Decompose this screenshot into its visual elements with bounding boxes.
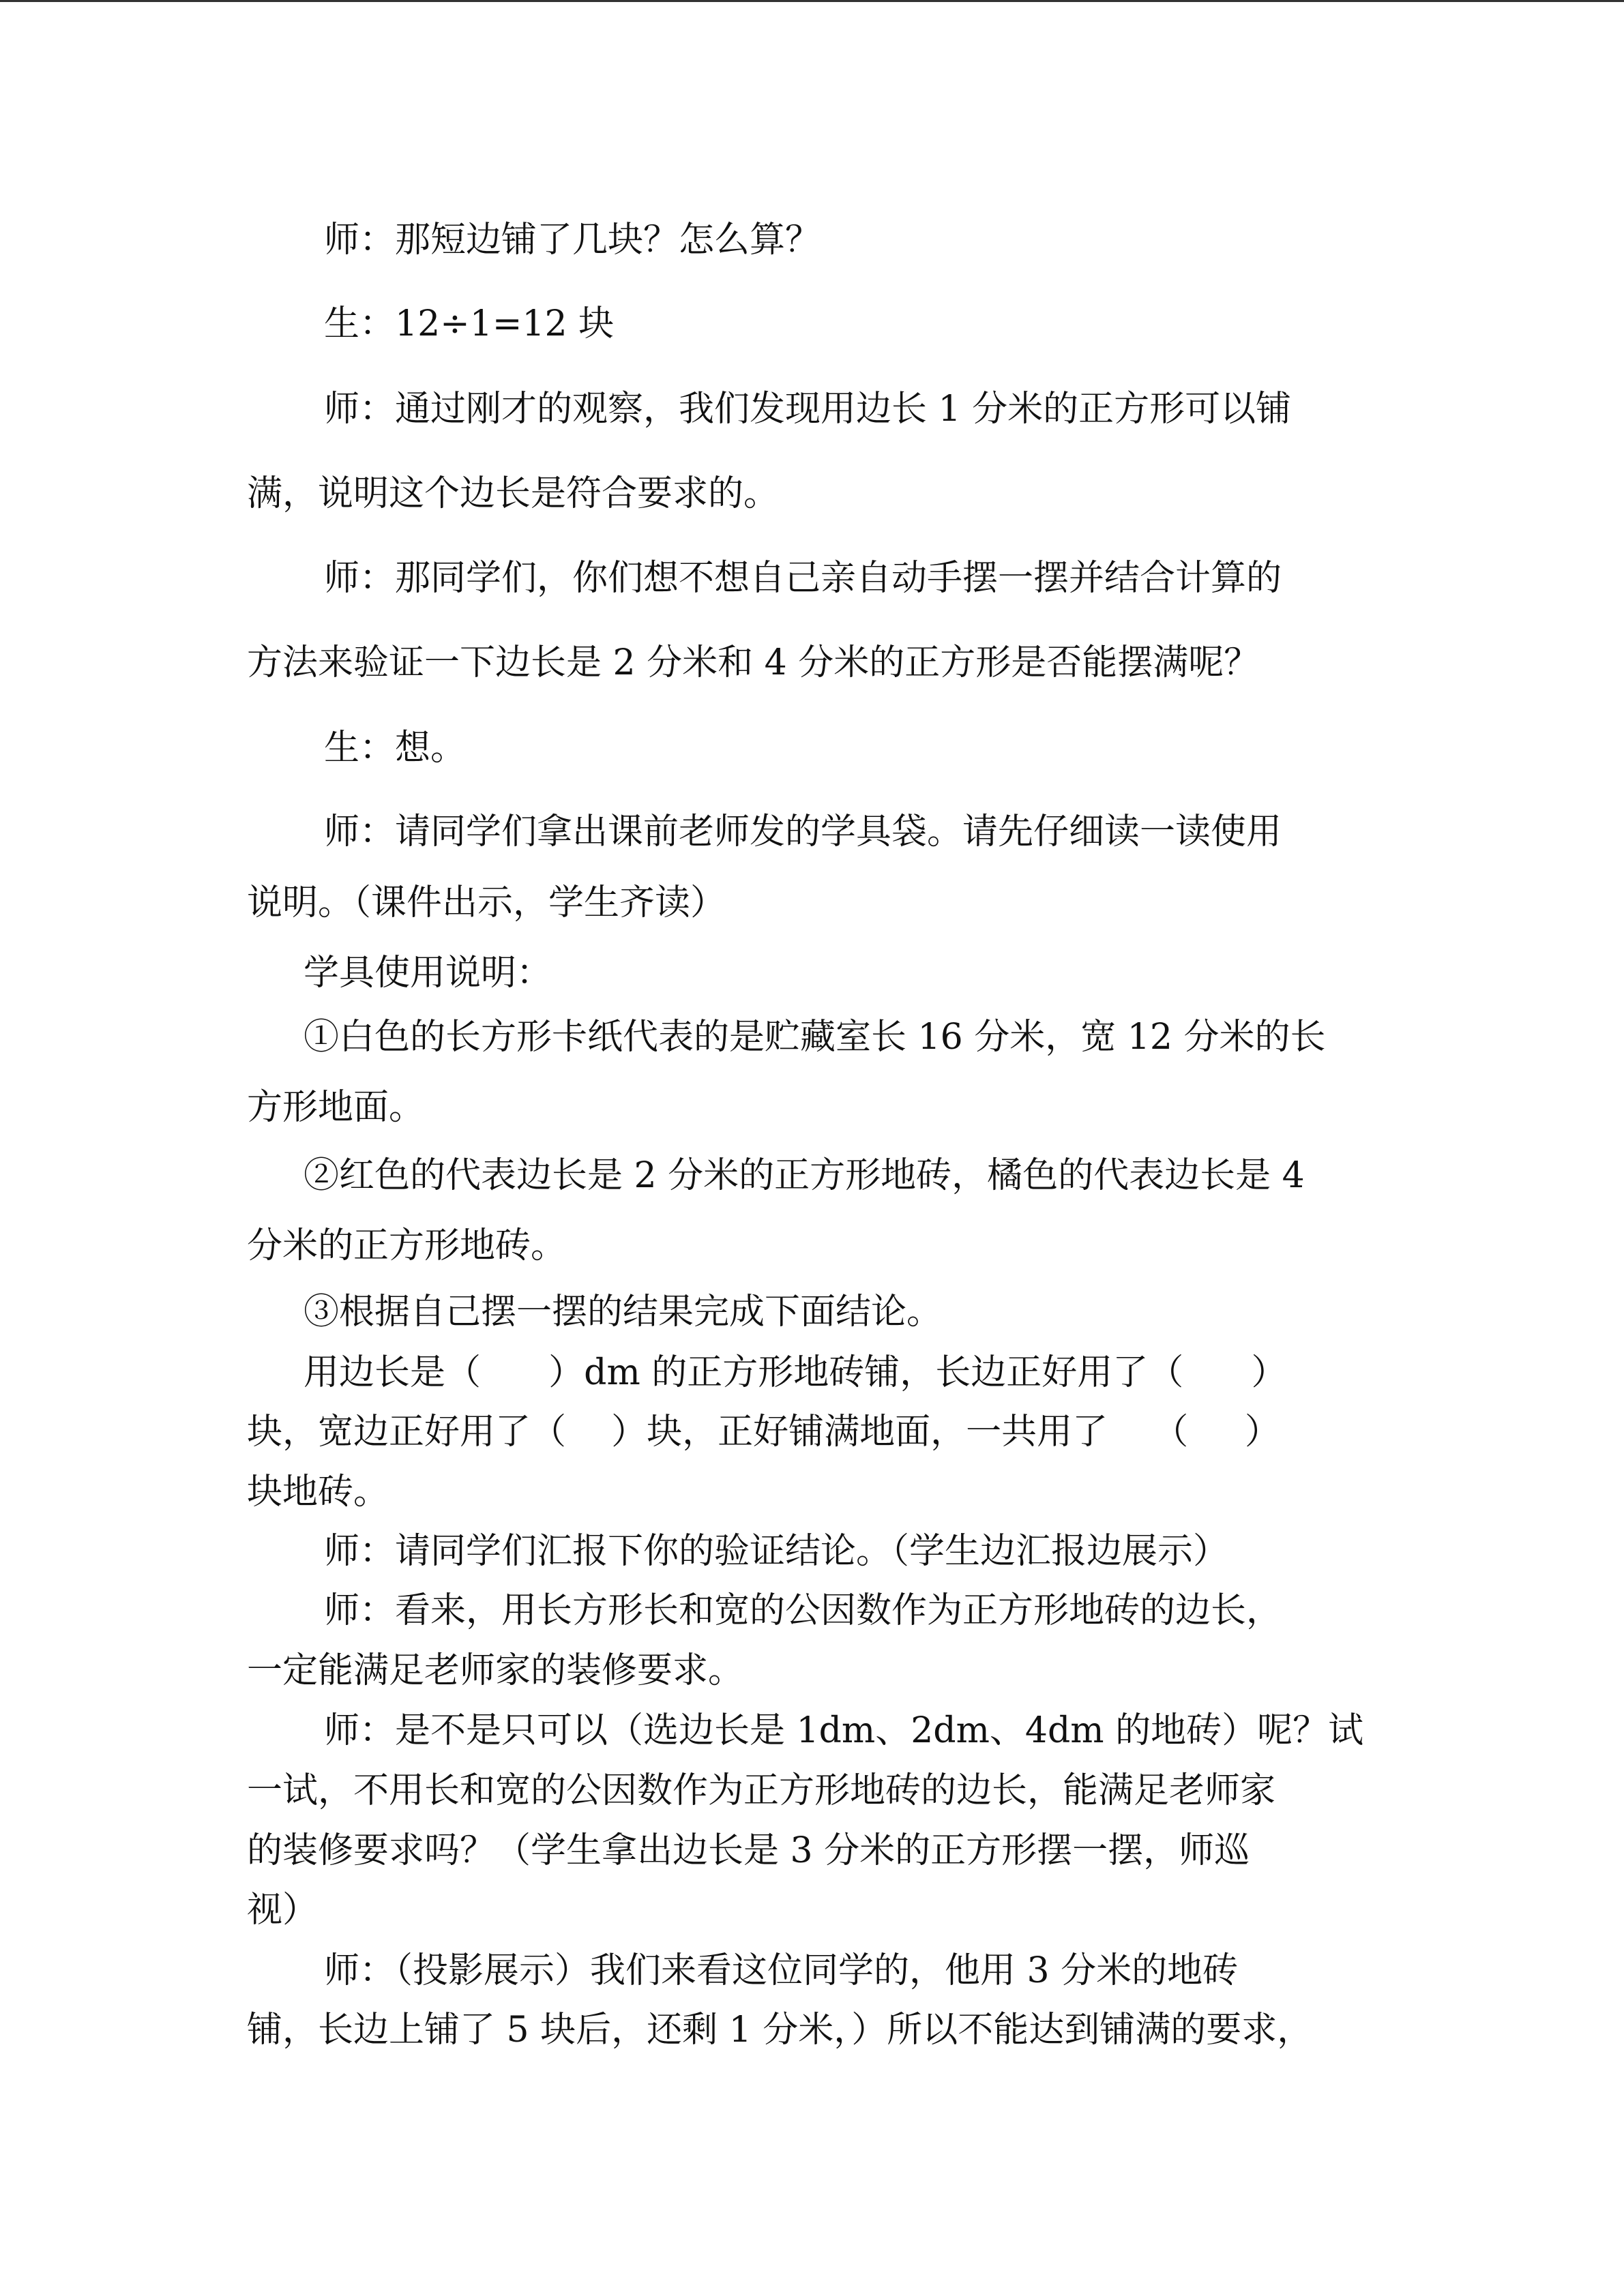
text-line: 师：那同学们，你们想不想自己亲自动手摆一摆并结合计算的 (324, 558, 1282, 599)
text-line: 一试，不用长和宽的公因数作为正方形地砖的边长，能满足老师家 (247, 1770, 1276, 1811)
text-line: 师：那短边铺了几块？怎么算？ (324, 220, 821, 260)
text-line: 方法来验证一下边长是 2 分米和 4 分米的正方形是否能摆满呢？ (247, 642, 1260, 683)
text-line: ③根据自己摆一摆的结果完成下面结论。 (304, 1292, 943, 1332)
text-line: 块地砖。 (247, 1472, 389, 1512)
text-line: 用边长是（ ）dm 的正方形地砖铺，长边正好用了（ ） (304, 1352, 1287, 1393)
text-line: 说明。（课件出示，学生齐读） (247, 882, 726, 923)
text-line: 块，宽边正好用了（ ）块，正好铺满地面，一共用了 （ ） (247, 1412, 1280, 1452)
text-line: 师：通过刚才的观察，我们发现用边长 1 分米的正方形可以铺 (324, 389, 1292, 430)
text-line: 的装修要求吗？（学生拿出边长是 3 分米的正方形摆一摆，师巡 (247, 1830, 1250, 1871)
text-line: 满，说明这个边长是符合要求的。 (247, 473, 780, 514)
text-line: 师：是不是只可以（选边长是 1dm、2dm、4dm 的地砖）呢？试 (324, 1710, 1364, 1751)
text-line: 铺，长边上铺了 5 块后，还剩 1 分米，）所以不能达到铺满的要求， (247, 2010, 1313, 2051)
text-line: ①白色的长方形卡纸代表的是贮藏室长 16 分米，宽 12 分米的长 (304, 1017, 1326, 1058)
text-line: 师：看来，用长方形长和宽的公因数作为正方形地砖的边长， (324, 1590, 1282, 1631)
text-line: ②红色的代表边长是 2 分米的正方形地砖，橘色的代表边长是 4 (304, 1155, 1305, 1196)
text-line: 一定能满足老师家的装修要求。 (247, 1650, 744, 1691)
text-line: 生：想。 (324, 728, 467, 769)
text-line: 师：请同学们拿出课前老师发的学具袋。请先仔细读一读使用 (324, 811, 1282, 852)
text-line: 方形地面。 (247, 1087, 425, 1128)
text-line: 视） (247, 1890, 319, 1930)
text-line: 师：（投影展示）我们来看这位同学的，他用 3 分米的地砖 (324, 1950, 1239, 1991)
text-line: 分米的正方形地砖。 (247, 1225, 567, 1266)
text-line: 学具使用说明： (304, 953, 552, 994)
text-line: 师：请同学们汇报下你的验证结论。（学生边汇报边展示） (324, 1531, 1229, 1572)
text-line: 生：12÷1=12 块 (324, 303, 615, 344)
page-top-border (0, 0, 1624, 2)
